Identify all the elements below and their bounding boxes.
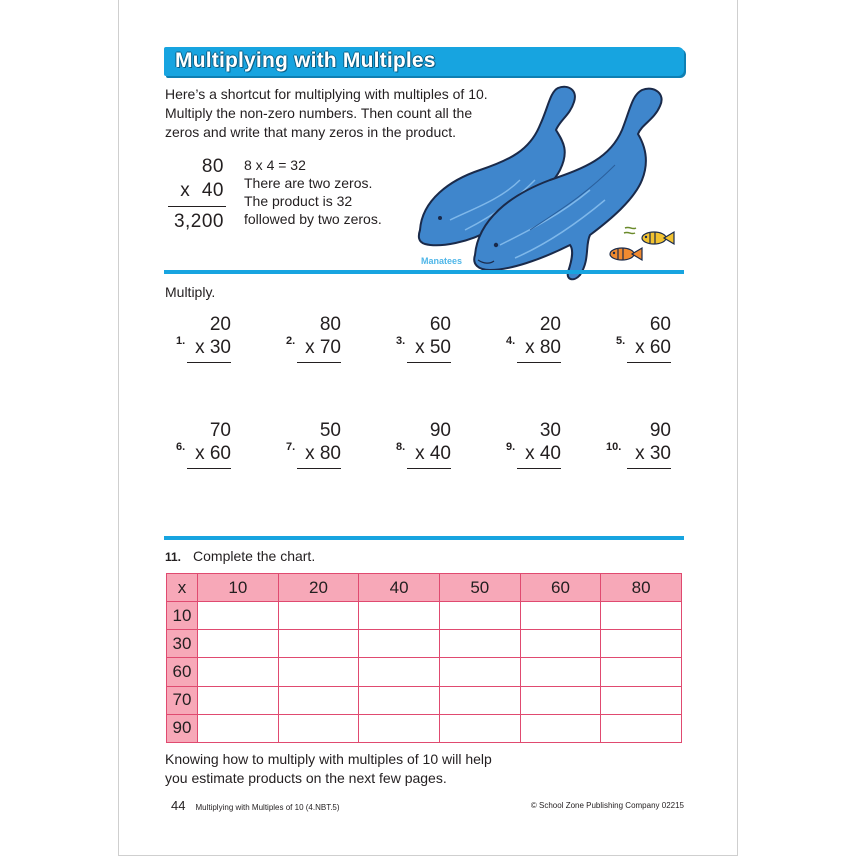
- problem-item[interactable]: [494, 414, 604, 474]
- chart-answer-cell[interactable]: [439, 602, 520, 630]
- answer-rule: [187, 362, 231, 363]
- chart-answer-cell[interactable]: [278, 714, 359, 742]
- problem-bottom-factor: x 40: [525, 443, 561, 464]
- example-note-line: There are two zeros.: [244, 175, 373, 191]
- answer-rule: [627, 362, 671, 363]
- closing-line: you estimate products on the next few pages.: [165, 770, 447, 786]
- problem-bottom-factor: x 80: [525, 337, 561, 358]
- fish-yellow: [642, 232, 674, 244]
- chart-answer-cell[interactable]: [601, 602, 682, 630]
- intro-line: Here’s a shortcut for multiplying with multiples of 10.: [165, 86, 488, 102]
- chart-answer-cell[interactable]: [601, 630, 682, 658]
- problem-top-factor: 70: [209, 420, 231, 441]
- chart-row: [167, 602, 682, 630]
- chart-row-header: 60: [167, 658, 198, 686]
- chart-answer-cell[interactable]: [520, 686, 601, 714]
- problem-bottom-factor: x 50: [415, 337, 451, 358]
- chart-row-header: 70: [167, 686, 198, 714]
- problem-item[interactable]: [604, 414, 714, 474]
- problem-top-factor: 80: [319, 314, 341, 335]
- problem-top-factor: 60: [649, 314, 671, 335]
- answer-rule: [517, 468, 561, 469]
- problem-top-factor: 30: [539, 420, 561, 441]
- problem-number: 8.: [396, 441, 406, 453]
- problem-bottom-factor: x 60: [195, 443, 231, 464]
- problem-top-factor: 60: [429, 314, 451, 335]
- chart-column-header: 40: [359, 574, 440, 602]
- closing-text: [165, 750, 492, 788]
- problem-item[interactable]: [164, 414, 274, 474]
- problem-bottom-factor: x 40: [415, 443, 451, 464]
- problem-bottom-factor: x 80: [305, 443, 341, 464]
- chart-column-header: 10: [198, 574, 279, 602]
- problem-number: 10.: [606, 441, 622, 453]
- fish-orange: [610, 248, 642, 260]
- chart-answer-cell[interactable]: [359, 658, 440, 686]
- closing-line: Knowing how to multiply with multiples of 10 will help: [165, 751, 492, 767]
- chart-column-header: 20: [278, 574, 359, 602]
- chart-answer-cell[interactable]: [439, 658, 520, 686]
- problem-item[interactable]: [164, 308, 274, 368]
- chart-answer-cell[interactable]: [520, 602, 601, 630]
- intro-line: zeros and write that many zeros in the product.: [165, 124, 457, 140]
- problem-number: 3.: [396, 335, 406, 347]
- chart-answer-cell[interactable]: [198, 714, 279, 742]
- example-top-factor: 80: [201, 156, 224, 177]
- footer-copyright: © School Zone Publishing Company 02215: [530, 801, 684, 810]
- problem-top-factor: 90: [429, 420, 451, 441]
- footer-left: [171, 798, 340, 813]
- problem-bottom-factor: x 30: [195, 337, 231, 358]
- chart-row: [167, 658, 682, 686]
- chart-answer-cell[interactable]: [198, 658, 279, 686]
- problem-item[interactable]: [494, 308, 604, 368]
- problem-number: 5.: [616, 335, 626, 347]
- chart-answer-cell[interactable]: [359, 602, 440, 630]
- answer-rule: [407, 468, 451, 469]
- chart-answer-cell[interactable]: [278, 658, 359, 686]
- chart-column-header: 50: [439, 574, 520, 602]
- answer-rule: [627, 468, 671, 469]
- example-answer-rule: [168, 206, 226, 207]
- problem-top-factor: 20: [539, 314, 561, 335]
- chart-answer-cell[interactable]: [359, 686, 440, 714]
- problem-top-factor: 50: [319, 420, 341, 441]
- problem-item[interactable]: [384, 414, 494, 474]
- answer-rule: [297, 362, 341, 363]
- problem-top-factor: 90: [649, 420, 671, 441]
- chart-answer-cell[interactable]: [520, 630, 601, 658]
- problem-number: 1.: [176, 335, 186, 347]
- problem-number: 2.: [286, 335, 296, 347]
- chart-answer-cell[interactable]: [278, 630, 359, 658]
- problem-item[interactable]: [384, 308, 494, 368]
- chart-answer-cell[interactable]: [278, 686, 359, 714]
- chart-column-header: 80: [601, 574, 682, 602]
- example-note-line: 8 x 4 = 32: [244, 157, 306, 173]
- manatee-illustration: [410, 80, 685, 285]
- answer-rule: [297, 468, 341, 469]
- answer-rule: [407, 362, 451, 363]
- chart-instruction-text: Complete the chart.: [193, 548, 316, 564]
- problem-item[interactable]: [604, 308, 714, 368]
- chart-row: [167, 630, 682, 658]
- page-number: 44: [171, 798, 186, 813]
- answer-rule: [517, 362, 561, 363]
- problem-number: 9.: [506, 441, 516, 453]
- problem-bottom-factor: x 30: [635, 443, 671, 464]
- problem-number: 7.: [286, 441, 296, 453]
- chart-corner-cell: x: [167, 574, 198, 602]
- problem-item[interactable]: [274, 414, 384, 474]
- chart-answer-cell[interactable]: [601, 658, 682, 686]
- example-note-line: followed by two zeros.: [244, 211, 382, 227]
- chart-row: [167, 686, 682, 714]
- section-divider: [164, 536, 684, 540]
- chart-answer-cell[interactable]: [601, 714, 682, 742]
- chart-answer-cell[interactable]: [198, 602, 279, 630]
- chart-row-header: 10: [167, 602, 198, 630]
- chart-row: [167, 714, 682, 742]
- chart-header-row: [167, 574, 682, 602]
- problem-number: 4.: [506, 335, 516, 347]
- chart-row-header: 90: [167, 714, 198, 742]
- problem-bottom-factor: x 60: [635, 337, 671, 358]
- example-product: 3,200: [173, 211, 224, 232]
- chart-answer-cell[interactable]: [198, 686, 279, 714]
- chart-answer-cell[interactable]: [439, 630, 520, 658]
- chart-answer-cell[interactable]: [439, 714, 520, 742]
- problem-bottom-factor: x 70: [305, 337, 341, 358]
- chart-answer-cell[interactable]: [359, 714, 440, 742]
- chart-answer-cell[interactable]: [198, 630, 279, 658]
- answer-rule: [187, 468, 231, 469]
- chart-problem-number: 11.: [165, 550, 182, 564]
- chart-answer-cell[interactable]: [520, 714, 601, 742]
- intro-line: Multiply the non-zero numbers. Then count all the: [165, 105, 473, 121]
- page-title: Multiplying with Multiples: [175, 49, 436, 72]
- problem-number: 6.: [176, 441, 186, 453]
- chart-answer-cell[interactable]: [520, 658, 601, 686]
- example-bottom-factor: x 40: [180, 180, 224, 201]
- chart-column-header: 60: [520, 574, 601, 602]
- multiplication-chart: [166, 573, 682, 743]
- example-explanation: [244, 156, 382, 228]
- problem-item[interactable]: [274, 308, 384, 368]
- example-note-line: The product is 32: [244, 193, 353, 209]
- illustration-caption: Manatees: [421, 256, 463, 266]
- chart-row-header: 30: [167, 630, 198, 658]
- footer-topic: Multiplying with Multiples of 10 (4.NBT.5): [195, 803, 340, 812]
- chart-answer-cell[interactable]: [601, 686, 682, 714]
- chart-answer-cell[interactable]: [278, 602, 359, 630]
- title-banner: [164, 47, 684, 76]
- section-divider: [164, 270, 684, 274]
- instruction-text: Multiply.: [165, 284, 216, 300]
- problem-top-factor: 20: [209, 314, 231, 335]
- chart-answer-cell[interactable]: [359, 630, 440, 658]
- chart-instruction: [165, 548, 315, 564]
- chart-answer-cell[interactable]: [439, 686, 520, 714]
